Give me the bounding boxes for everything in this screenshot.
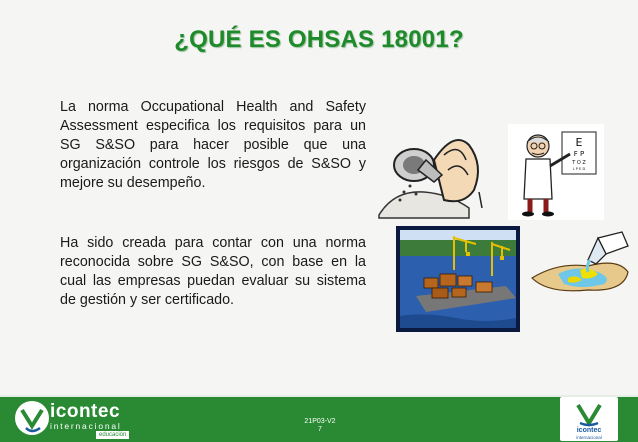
svg-text:L P E D: L P E D (572, 167, 586, 171)
svg-text:E: E (575, 136, 583, 149)
logo-left-edu: educación (96, 431, 129, 439)
svg-text:F P: F P (573, 150, 585, 158)
footer-divider (0, 395, 638, 397)
harbor-port-icon (396, 226, 520, 332)
svg-text:T O Z: T O Z (572, 160, 586, 166)
document-code: 21P03-V2 (304, 418, 336, 425)
paragraph-purpose: Ha sido creada para contar con una norma reconocida sobre SG S&SO, con base en la cual las empresas puedan evaluar su sistema de gestión y ser certificado. (60, 235, 366, 308)
slide-title: ¿QUÉ ES OHSAS 18001? (174, 26, 464, 53)
logo-right-main: icontec (576, 427, 602, 434)
icontec-logo-right-icon (574, 399, 604, 427)
logo-right-sub: internacional (576, 435, 602, 440)
logo-left-sub: internacional (50, 421, 122, 431)
logo-left-main: icontec (50, 401, 121, 422)
salt-shaker-hand-icon (374, 120, 494, 220)
doctor-eye-chart-icon (508, 124, 604, 220)
paragraph-definition: La norma Occupational Health and Safety Assessment especifica los requisitos para un SG S&SO para hacer posible que una organización controle los riesgos de S&SO y mejore su desempeño. (60, 99, 366, 191)
chemical-spill-icon (528, 228, 632, 296)
slide-code (290, 418, 350, 434)
page-number: 7 (318, 426, 322, 433)
